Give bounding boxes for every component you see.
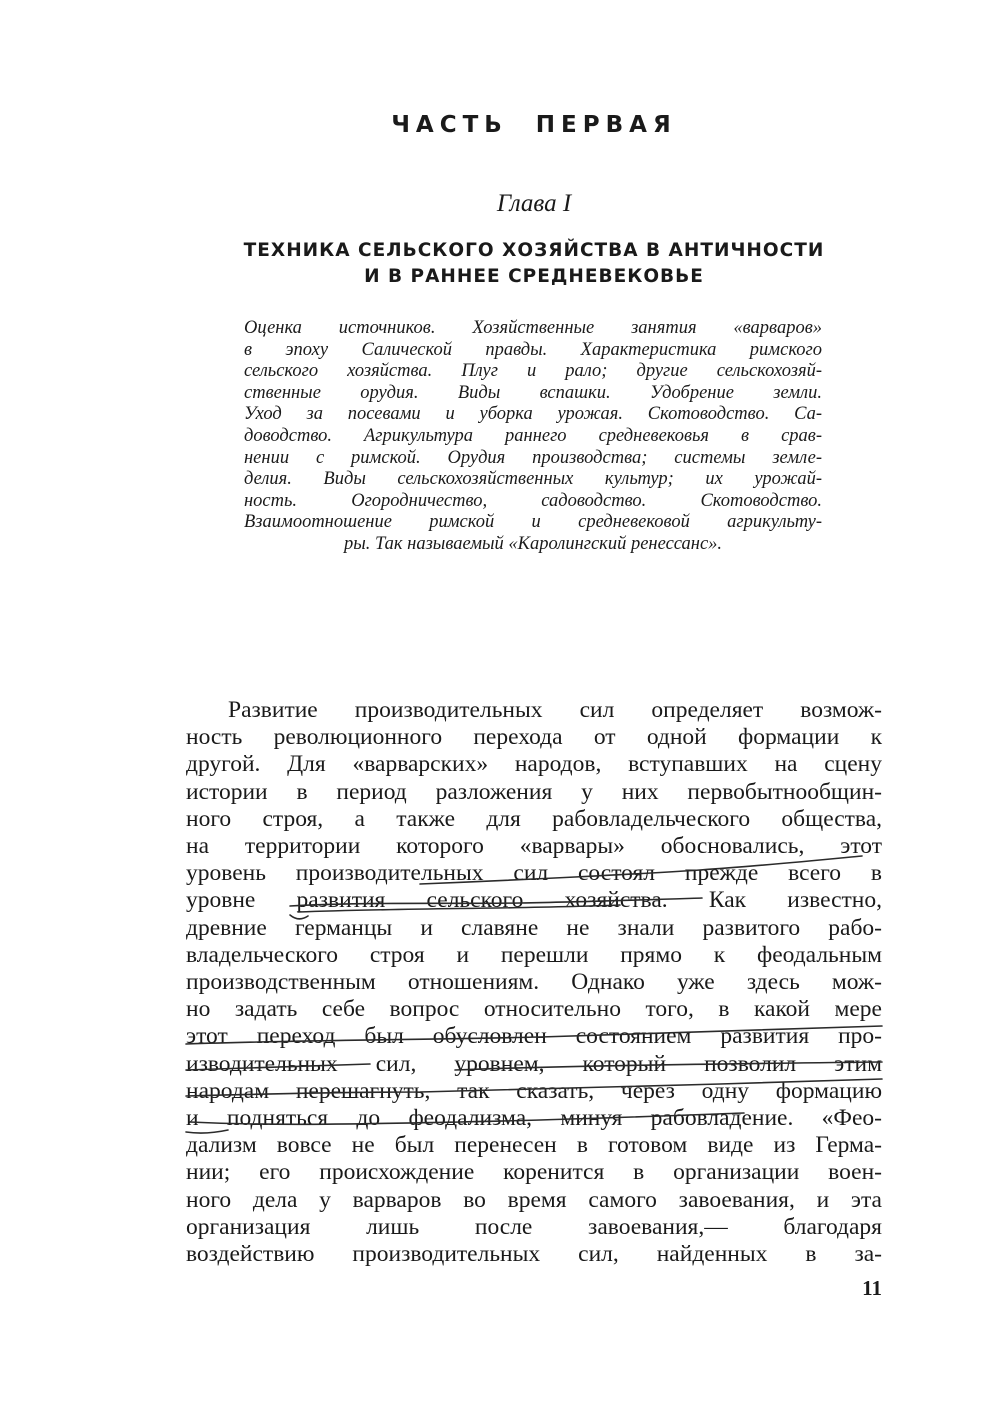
body-line: истории в период разложения у них первобытнообщин-: [186, 778, 882, 805]
body-line: народам перешагнуть, так сказать, через одну формацию: [186, 1077, 882, 1104]
body-paragraph: [186, 697, 882, 1268]
body-line: и подняться до феодализма, минуя рабовладение. «Фео-: [186, 1105, 882, 1132]
summary-line: делия. Виды сельскохозяйственных культур; их урожай-: [244, 469, 822, 490]
body-line: уровень производительных сил состоял прежде всего в: [186, 860, 882, 887]
summary-line: в эпоху Салической правды. Характеристика римского: [244, 339, 822, 360]
body-line: дализм вовсе не был перенесен в готовом виде из Герма-: [186, 1132, 882, 1159]
body-line: другой. Для «варварских» народов, вступавших на сцену: [186, 751, 882, 778]
body-line: воздействию производительных сил, найденных в за-: [186, 1241, 882, 1268]
body-line: но задать себе вопрос относительно того, в какой мере: [186, 996, 882, 1023]
body-line: владельческого строя и перешли прямо к феодальным: [186, 941, 882, 968]
body-line: нии; его происхождение коренится в организации воен-: [186, 1159, 882, 1186]
summary-line: сельского хозяйства. Плуг и рало; другие сельскохозяй-: [244, 361, 822, 382]
chapter-title-line: ТЕХНИКА СЕЛЬСКОГО ХОЗЯЙСТВА В АНТИЧНОСТИ: [243, 240, 825, 261]
body-line: этот переход был обусловлен состоянием развития про-: [186, 1023, 882, 1050]
body-line: изводительных сил, уровнем, который позволил этим: [186, 1050, 882, 1077]
summary-line: Уход за посевами и уборка урожая. Скотоводство. Са-: [244, 404, 822, 425]
chapter-summary: [244, 318, 822, 556]
page-number: 11: [862, 1276, 882, 1300]
summary-line: доводство. Агрикультура раннего средневековья в срав-: [244, 425, 822, 446]
body-line: уровне развития сельского хозяйства. Как известно,: [186, 887, 882, 914]
chapter-label: Глава I: [496, 190, 572, 217]
chapter-title-line: И В РАННЕЕ СРЕДНЕВЕКОВЬЕ: [364, 266, 704, 287]
summary-line: ственные орудия. Виды вспашки. Удобрение земли.: [244, 382, 822, 403]
body-line: производственным отношениям. Однако уже здесь мож-: [186, 969, 882, 996]
summary-line: ры. Так называемый «Каролингский ренессанс».: [343, 533, 723, 554]
summary-line: ность. Огородничество, садоводство. Скотоводство.: [244, 490, 822, 511]
summary-line: Оценка источников. Хозяйственные занятия «варваров»: [244, 318, 822, 338]
body-line: на территории которого «варвары» обосновались, этот: [186, 833, 882, 860]
body-line: организация лишь после завоевания,— благодаря: [186, 1213, 882, 1240]
body-line: Развитие производительных сил определяет возмож-: [228, 697, 882, 723]
chapter-title: [0, 238, 1000, 290]
body-line: ность революционного перехода от одной формации к: [186, 724, 882, 751]
body-line: древние германцы и славяне не знали развитого рабо-: [186, 914, 882, 941]
summary-line: Взаимоотношение римской и средневековой агрикульту-: [244, 512, 822, 533]
summary-line: нении с римской. Орудия производства; системы земле-: [244, 447, 822, 468]
body-line: ного строя, а также для рабовладельческого общества,: [186, 805, 882, 832]
part-title: ЧАСТЬ ПЕРВАЯ: [391, 112, 677, 138]
body-line: ного дела у варваров во время самого завоевания, и эта: [186, 1186, 882, 1213]
